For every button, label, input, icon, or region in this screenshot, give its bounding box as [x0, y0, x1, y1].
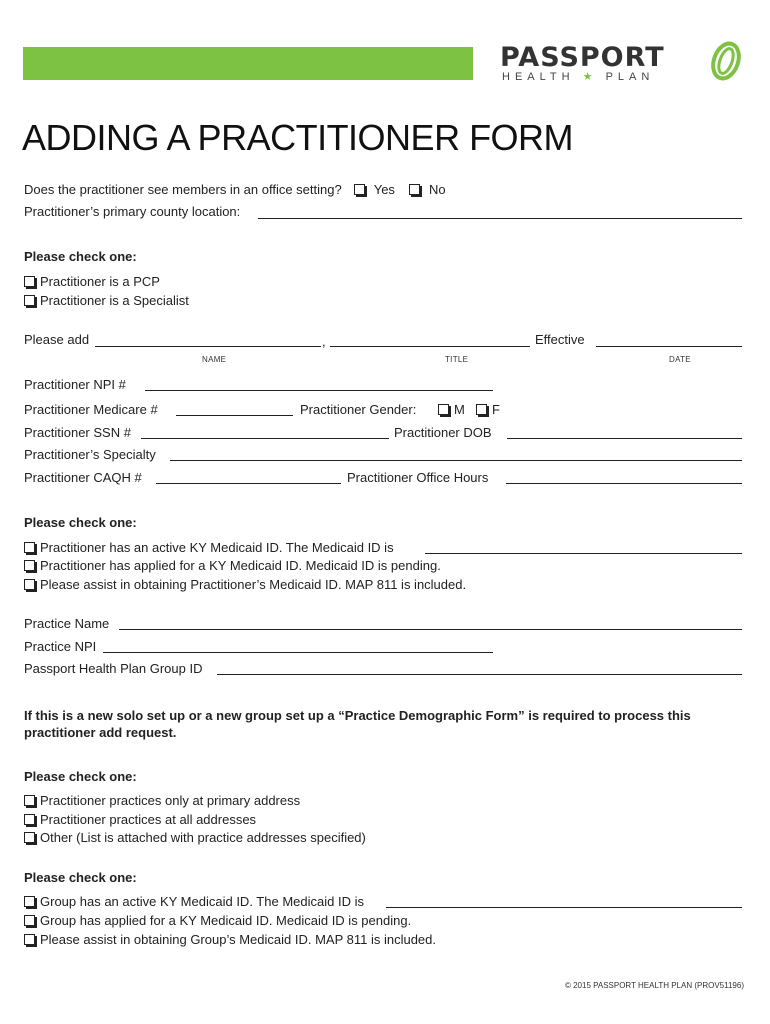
type-option-pcp[interactable]: Practitioner is a PCP — [24, 274, 160, 290]
copyright-footer: © 2015 PASSPORT HEALTH PLAN (PROV51196) — [564, 981, 744, 990]
gender-male-option[interactable]: M — [438, 402, 465, 418]
address-all-checkbox[interactable] — [24, 814, 35, 825]
gender-label: Practitioner Gender: — [300, 402, 417, 417]
female-checkbox[interactable] — [476, 404, 487, 415]
address-other-checkbox[interactable] — [24, 832, 35, 843]
medicaid-heading: Please check one: — [24, 515, 137, 530]
group-id-field[interactable] — [217, 674, 742, 675]
page-title: ADDING A PRACTITIONER FORM — [22, 117, 574, 158]
group-heading: Please check one: — [24, 870, 137, 885]
address-option-all[interactable]: Practitioner practices at all addresses — [24, 812, 256, 828]
npi-field[interactable] — [145, 390, 493, 391]
group-assist-checkbox[interactable] — [24, 934, 35, 945]
group-id-label: Passport Health Plan Group ID — [24, 661, 203, 676]
please-add-label: Please add — [24, 332, 90, 347]
specialty-label: Practitioner’s Specialty — [24, 447, 156, 462]
title-field[interactable] — [330, 346, 530, 347]
add-comma: , — [322, 334, 326, 349]
medicaid-assist-checkbox[interactable] — [24, 579, 35, 590]
caqh-field[interactable] — [156, 483, 341, 484]
logo-tagline: HEALTH ★ PLAN — [502, 71, 655, 83]
office-question-row — [24, 182, 446, 198]
office-hours-label: Practitioner Office Hours — [347, 470, 489, 485]
effective-date-field[interactable] — [596, 346, 742, 347]
address-option-primary[interactable]: Practitioner practices only at primary address — [24, 793, 300, 809]
office-yes-checkbox[interactable] — [354, 182, 370, 198]
date-caption: DATE — [669, 355, 691, 364]
medicaid-pending-checkbox[interactable] — [24, 560, 35, 571]
group-active-checkbox[interactable] — [24, 896, 35, 907]
leaf-logo-icon — [708, 40, 744, 82]
medicaid-active-checkbox[interactable] — [24, 542, 35, 553]
medicare-label: Practitioner Medicare # — [24, 402, 158, 417]
male-checkbox[interactable] — [438, 404, 449, 415]
county-field[interactable] — [258, 218, 742, 219]
dob-field[interactable] — [507, 438, 742, 439]
ssn-label: Practitioner SSN # — [24, 425, 131, 440]
dob-label: Practitioner DOB — [394, 425, 492, 440]
star-icon: ★ — [582, 71, 598, 83]
name-caption: NAME — [202, 355, 227, 364]
npi-label: Practitioner NPI # — [24, 377, 126, 392]
office-question: Does the practitioner see members in an office setting? — [24, 182, 342, 197]
office-no-checkbox[interactable] — [409, 182, 425, 198]
group-option-active[interactable]: Group has an active KY Medicaid ID. The Medicaid ID is — [24, 894, 364, 910]
header-green-bar — [23, 47, 473, 80]
county-label: Practitioner’s primary county location: — [24, 204, 241, 219]
title-caption: TITLE — [445, 355, 469, 364]
office-hours-field[interactable] — [506, 483, 742, 484]
address-heading: Please check one: — [24, 769, 137, 784]
practice-name-field[interactable] — [119, 629, 742, 630]
logo-wordmark: PASSPORT — [500, 42, 665, 73]
passport-logo — [500, 40, 750, 84]
group-option-assist[interactable]: Please assist in obtaining Group’s Medicaid ID. MAP 811 is included. — [24, 932, 436, 948]
medicaid-option-assist[interactable]: Please assist in obtaining Practitioner’s Medicaid ID. MAP 811 is included. — [24, 577, 466, 593]
medicaid-option-active[interactable]: Practitioner has an active KY Medicaid ID. The Medicaid ID is — [24, 540, 394, 556]
practice-name-label: Practice Name — [24, 616, 110, 631]
office-yes-label: Yes — [373, 182, 395, 197]
specialist-checkbox[interactable] — [24, 295, 35, 306]
group-option-pending[interactable]: Group has applied for a KY Medicaid ID. Medicaid ID is pending. — [24, 913, 411, 929]
address-primary-checkbox[interactable] — [24, 795, 35, 806]
practice-npi-field[interactable] — [103, 652, 493, 653]
group-pending-checkbox[interactable] — [24, 915, 35, 926]
specialty-field[interactable] — [170, 460, 742, 461]
address-option-other[interactable]: Other (List is attached with practice addresses specified) — [24, 830, 366, 846]
effective-label: Effective — [535, 332, 585, 347]
medicaid-id-field[interactable] — [425, 553, 742, 554]
ssn-field[interactable] — [141, 438, 389, 439]
pcp-checkbox[interactable] — [24, 276, 35, 287]
type-heading: Please check one: — [24, 249, 137, 264]
practice-npi-label: Practice NPI — [24, 639, 97, 654]
type-option-specialist[interactable]: Practitioner is a Specialist — [24, 293, 189, 309]
office-no-label: No — [428, 182, 446, 197]
group-medicaid-id-field[interactable] — [386, 907, 742, 908]
caqh-label: Practitioner CAQH # — [24, 470, 142, 485]
practice-demographic-notice: If this is a new solo set up or a new group set up a “Practice Demographic Form” is required to process this practitioner add request. — [24, 708, 691, 740]
medicare-field[interactable] — [176, 415, 293, 416]
gender-female-option[interactable]: F — [476, 402, 500, 418]
name-field[interactable] — [95, 346, 321, 347]
medicaid-option-pending[interactable]: Practitioner has applied for a KY Medicaid ID. Medicaid ID is pending. — [24, 558, 441, 574]
